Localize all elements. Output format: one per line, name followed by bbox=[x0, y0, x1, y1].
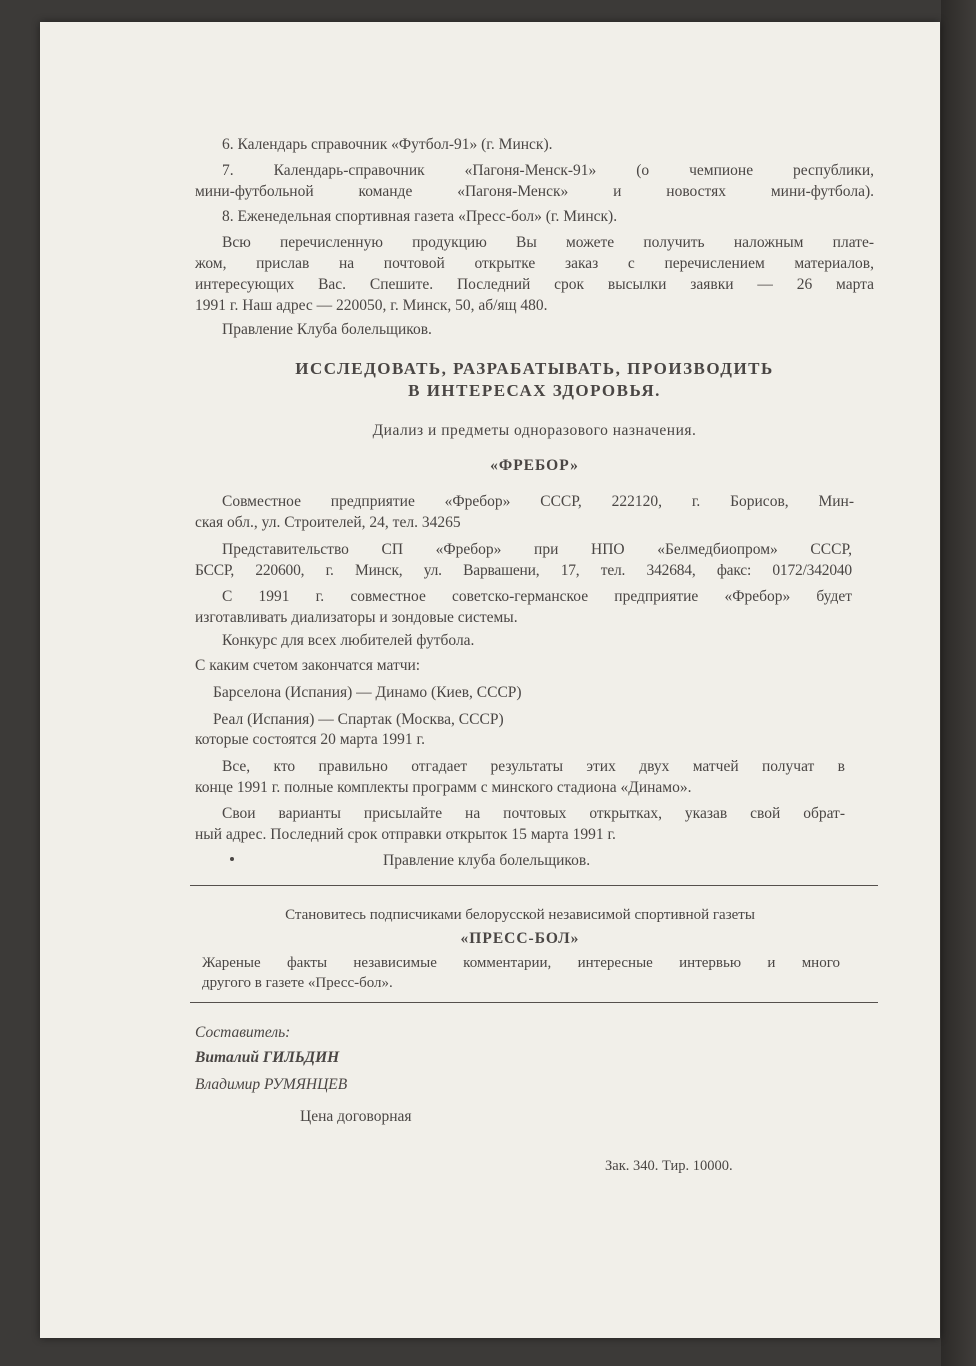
production-plan: С 1991 г. совместное советско-германское предприятие «Фребор» будет bbox=[222, 588, 852, 605]
company-address-line: ская обл., ул. Строителей, 24, тел. 34265 bbox=[195, 514, 461, 531]
price-note: Цена договорная bbox=[300, 1108, 412, 1125]
divider-line bbox=[190, 1002, 878, 1003]
contest-prize: Все, кто правильно отгадает результаты этих двух матчей получат в bbox=[222, 758, 845, 775]
list-item-6: 6. Календарь справочник «Футбол-91» (г. Минск). bbox=[222, 136, 553, 153]
contest-question: С каким счетом закончатся матчи: bbox=[195, 657, 421, 674]
contest-instructions-line: ный адрес. Последний срок отправки открыток 15 марта 1991 г. bbox=[195, 826, 616, 843]
background-edge bbox=[941, 0, 976, 1366]
list-item-7: 7. Календарь-справочник «Пагоня-Менск-91» (о чемпионе республики, bbox=[222, 162, 874, 179]
pressbol-description: Жареные факты независимые комментарии, интересные интервью и много bbox=[202, 955, 840, 971]
company-name: «ФРЕБОР» bbox=[490, 457, 579, 474]
compiler-name-2: Владимир РУМЯНЦЕВ bbox=[195, 1076, 348, 1093]
representative-office-line: БССР, 220600, г. Минск, ул. Варвашени, 17, тел. 342684, факс: 0172/342040 bbox=[195, 562, 852, 579]
list-item-8: 8. Еженедельная спортивная газета «Пресс-бол» (г. Минск). bbox=[222, 208, 618, 225]
pressbol-subscribe: Становитесь подписчиками белорусской независимой спортивной газеты bbox=[285, 907, 755, 923]
production-plan-line: изготавливать диализаторы и зондовые системы. bbox=[195, 609, 518, 626]
representative-office: Представительство СП «Фребор» при НПО «Белмедбиопром» СССР, bbox=[222, 541, 852, 558]
program-back-page bbox=[40, 22, 940, 1338]
contest-title: Конкурс для всех любителей футбола. bbox=[222, 632, 475, 649]
match-2: Реал (Испания) — Спартак (Москва, СССР) bbox=[213, 711, 504, 728]
pressbol-name: «ПРЕСС-БОЛ» bbox=[460, 930, 580, 947]
divider-line bbox=[190, 885, 878, 886]
ad-headline: ИССЛЕДОВАТЬ, РАЗРАБАТЫВАТЬ, ПРОИЗВОДИТЬ bbox=[295, 359, 774, 378]
order-paragraph-line: жом, прислав на почтовой открытке заказ с перечислением материалов, bbox=[195, 255, 874, 272]
print-imprint: Зак. 340. Тир. 10000. bbox=[605, 1158, 733, 1174]
contest-instructions: Свои варианты присылайте на почтовых открытках, указав свой обрат- bbox=[222, 805, 845, 822]
print-speck bbox=[230, 857, 234, 861]
match-date: которые состоятся 20 марта 1991 г. bbox=[195, 731, 426, 748]
compiler-label: Составитель: bbox=[195, 1024, 291, 1041]
match-1: Барселона (Испания) — Динамо (Киев, СССР) bbox=[213, 684, 522, 701]
ad-headline-line2: В ИНТЕРЕСАХ ЗДОРОВЬЯ. bbox=[408, 381, 661, 400]
list-item-7-cont: мини-футбольной команде «Пагоня-Менск» и новостях мини-футбола). bbox=[195, 183, 874, 200]
contest-signature: Правление клуба болельщиков. bbox=[383, 852, 591, 869]
board-signature: Правление Клуба болельщиков. bbox=[222, 321, 432, 338]
order-paragraph: Всю перечисленную продукцию Вы можете получить наложным плате- bbox=[222, 234, 874, 251]
ad-subtitle: Диализ и предметы одноразового назначения. bbox=[372, 422, 697, 439]
pressbol-description-line: другого в газете «Пресс-бол». bbox=[202, 975, 393, 991]
compiler-name-1: Виталий ГИЛЬДИН bbox=[195, 1049, 340, 1066]
order-paragraph-line: интересующих Вас. Спешите. Последний срок высылки заявки — 26 марта bbox=[195, 276, 874, 293]
order-paragraph-line: 1991 г. Наш адрес — 220050, г. Минск, 50, аб/ящ 480. bbox=[195, 297, 548, 314]
contest-prize-line: конце 1991 г. полные комплекты программ с минского стадиона «Динамо». bbox=[195, 779, 692, 796]
company-address: Совместное предприятие «Фребор» СССР, 222120, г. Борисов, Мин- bbox=[222, 493, 854, 510]
